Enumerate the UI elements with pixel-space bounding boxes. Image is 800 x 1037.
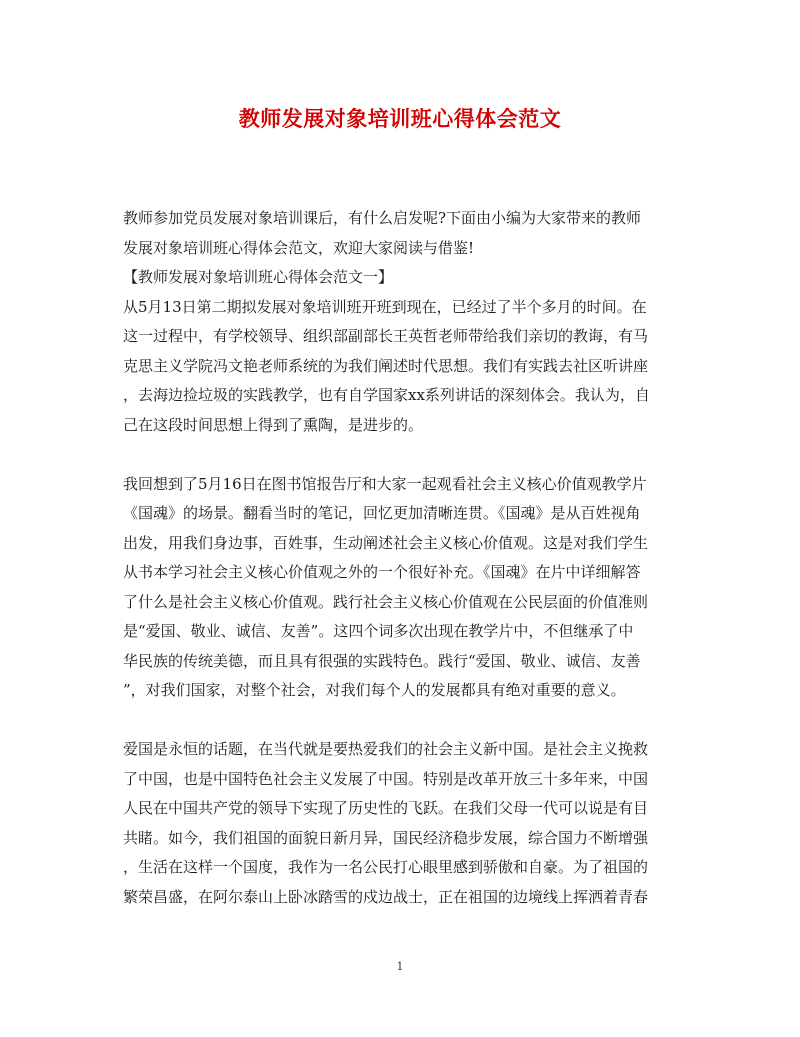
paragraph-gap	[123, 706, 683, 736]
body-line: ，去海边捡垃圾的实践教学，也有自学国家xx系列讲话的深刻体会。我认为，自	[123, 386, 650, 404]
body-line: 华民族的传统美德，而且具有很强的实践特色。践行“爱国、敬业、诚信、友善	[123, 651, 641, 670]
body-line: 了中国，也是中国特色社会主义发展了中国。特别是改革开放三十多年来，中国	[123, 769, 649, 788]
page-number: 1	[396, 960, 404, 973]
body-line: 繁荣昌盛，在阿尔泰山上卧冰踏雪的戍边战士，正在祖国的边境线上挥洒着青春	[123, 887, 649, 906]
document-title: 教师发展对象培训班心得体会范文	[238, 106, 562, 131]
body-line: 教师参加党员发展对象培训课后，有什么启发呢?下面由小编为大家带来的教师	[123, 209, 642, 227]
body-line: 从5月13日第二期拟发展对象培训班开班到现在，已经过了半个多月的时间。在	[123, 297, 647, 316]
body-line: 《国魂》的场景。翻看当时的笔记，回忆更加清晰连贯。《国魂》是从百姓视角	[123, 504, 641, 522]
body-line: 是“爱国、敬业、诚信、友善”。这四个词多次出现在教学片中，不但继承了中	[123, 622, 634, 640]
document-body	[123, 204, 683, 912]
body-line: 人民在中国共产党的领导下实现了历史性的飞跃。在我们父母一代可以说是有目	[123, 799, 649, 817]
body-line: 发展对象培训班心得体会范文，欢迎大家阅读与借鉴!	[123, 238, 475, 257]
body-line: 己在这段时间思想上得到了熏陶，是进步的。	[123, 415, 424, 434]
body-line: 从书本学习社会主义核心价值观之外的一个很好补充。《国魂》在片中详细解答	[123, 563, 641, 581]
body-line: ”，对我们国家，对整个社会，对我们每个人的发展都具有绝对重要的意义。	[123, 681, 626, 699]
body-line: 爱国是永恒的话题，在当代就是要热爱我们的社会主义新中国。是社会主义挽救	[123, 740, 649, 758]
body-line: 这一过程中，有学校领导、组织部副部长王英哲老师带给我们亲切的教诲，有马	[123, 327, 649, 345]
section-heading: 【教师发展对象培训班心得体会范文一】	[123, 268, 394, 286]
paragraph-gap	[123, 440, 683, 470]
body-line: ，生活在这样一个国度，我作为一名公民打心眼里感到骄傲和自豪。为了祖国的	[123, 858, 649, 876]
body-line: 克思主义学院冯文艳老师系统的为我们阐述时代思想。我们有实践去社区听讲座	[123, 356, 649, 375]
body-line: 共睹。如今，我们祖国的面貌日新月异，国民经济稳步发展，综合国力不断增强	[123, 828, 649, 847]
body-line: 了什么是社会主义核心价值观。践行社会主义核心价值观在公民层面的价值准则	[123, 592, 649, 611]
body-line: 出发，用我们身边事，百姓事，生动阐述社会主义核心价值观。这是对我们学生	[123, 533, 649, 552]
body-line: 我回想到了5月16日在图书馆报告厅和大家一起观看社会主义核心价值观教学片	[123, 474, 647, 493]
